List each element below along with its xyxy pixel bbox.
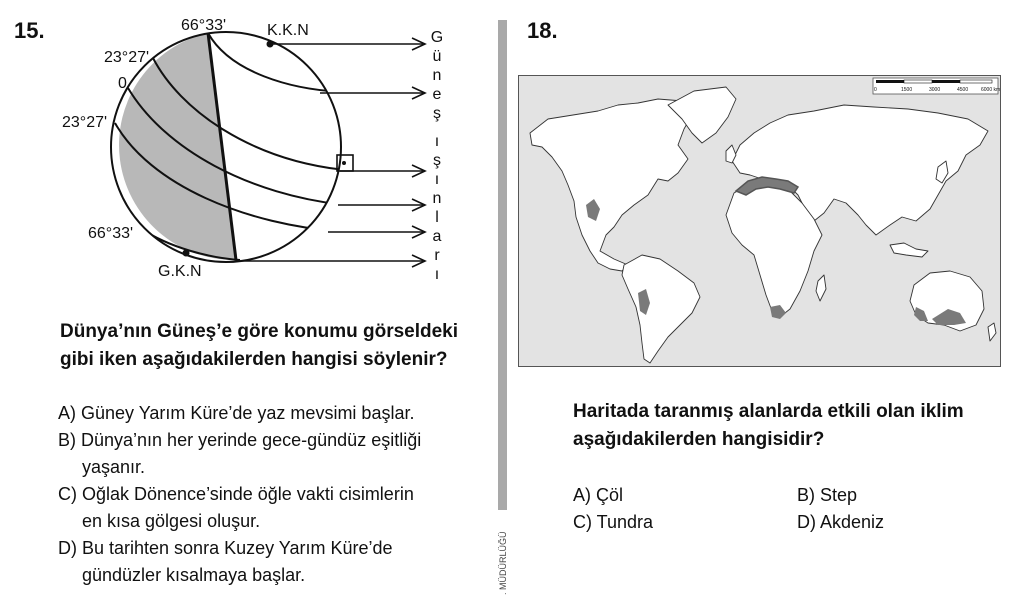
svg-text:3000: 3000 <box>929 87 941 93</box>
svg-text:ı: ı <box>434 171 440 188</box>
option-a-18[interactable]: A) Çöl <box>573 485 624 505</box>
svg-text:ı: ı <box>434 266 440 283</box>
svg-text:n: n <box>432 67 442 84</box>
stem-line: gibi iken aşağıdakilerden hangisi söylenir? <box>60 349 448 370</box>
svg-text:l: l <box>435 209 439 226</box>
latitude-66-north <box>208 33 345 92</box>
label-equator: 0 <box>118 75 127 92</box>
svg-text:1500: 1500 <box>901 87 913 93</box>
label-tropic-north: 23°27' <box>104 49 150 66</box>
option-c-18[interactable]: C) Tundra <box>573 512 654 532</box>
option-d-18[interactable]: D) Akdeniz <box>797 512 885 532</box>
option-b[interactable]: B) Dünya’nın her yerinde gece-gündüz eşitliği yaşanır. <box>58 430 422 477</box>
map-scale-bar <box>873 78 1000 94</box>
world-map <box>518 75 1001 367</box>
svg-text:e: e <box>432 86 442 103</box>
label-north-pole: K.K.N <box>267 22 309 39</box>
north-pole-dot <box>267 41 274 48</box>
option-c[interactable]: C) Oğlak Dönence’sinde öğle vakti cisimlerin en kısa gölgesi oluşur. <box>58 484 414 531</box>
svg-text:6000 km: 6000 km <box>981 87 1001 93</box>
earth-sunlight-diagram <box>50 10 460 290</box>
label-tropic-south: 23°27' <box>62 114 108 131</box>
label-bottom-lat: 66°33' <box>88 225 134 242</box>
footer-text: . MÜDÜRLÜĞÜ <box>498 531 508 595</box>
svg-text:G: G <box>430 29 444 46</box>
svg-text:ş: ş <box>433 152 441 169</box>
question-15-stem <box>60 318 458 374</box>
label-top-lat: 66°33' <box>181 17 227 34</box>
svg-text:a: a <box>432 228 442 245</box>
svg-text:ü: ü <box>432 48 442 65</box>
question-15-options <box>58 400 421 589</box>
svg-text:ı: ı <box>434 133 440 150</box>
question-18-stem <box>573 398 964 454</box>
svg-text:r: r <box>434 247 440 264</box>
svg-text:4500: 4500 <box>957 87 969 93</box>
label-south-pole: G.K.N <box>158 263 202 280</box>
rays-label <box>431 29 443 283</box>
option-b-18[interactable]: B) Step <box>797 485 858 505</box>
stem-line: Haritada taranmış alanlarda etkili olan iklim <box>573 401 964 422</box>
svg-text:n: n <box>432 190 442 207</box>
column-divider <box>498 20 507 510</box>
question-18-number: 18. <box>527 18 558 43</box>
svg-text:ş: ş <box>433 105 441 122</box>
stem-line: aşağıdakilerden hangisidir? <box>573 429 825 450</box>
night-side-shading <box>119 33 236 260</box>
stem-line: Dünya’nın Güneş’e göre konumu görseldeki <box>60 321 459 342</box>
south-pole-dot <box>183 250 190 257</box>
svg-text:0: 0 <box>874 87 877 93</box>
option-a[interactable]: A) Güney Yarım Küre’de yaz mevsimi başlar. <box>58 403 415 423</box>
option-d[interactable]: D) Bu tarihten sonra Kuzey Yarım Küre’de gündüzler kısalmaya başlar. <box>58 538 393 585</box>
question-15-number: 15. <box>14 18 45 43</box>
